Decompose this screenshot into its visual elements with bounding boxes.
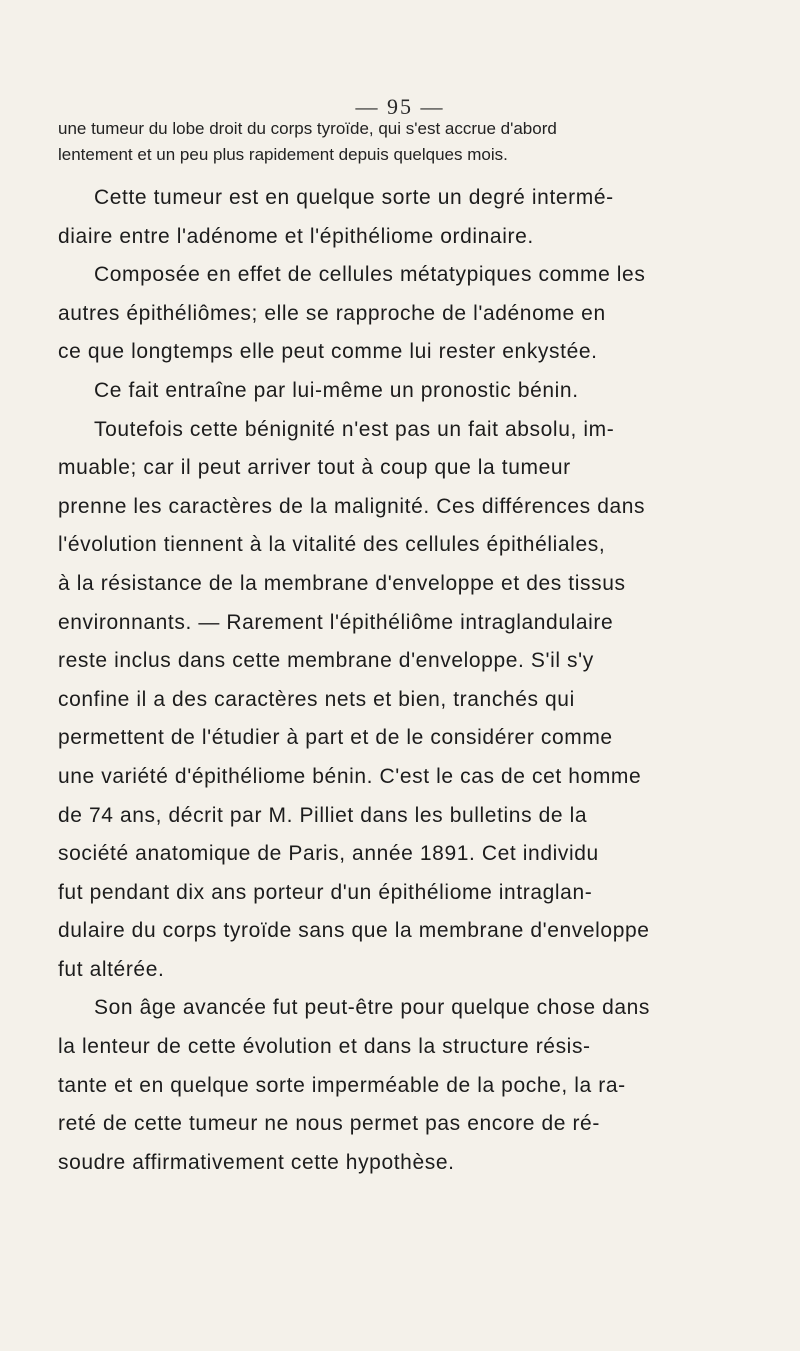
paragraph-line: à la résistance de la membrane d'enveloppe et des tissus	[58, 571, 626, 595]
paragraph-line: soudre affirmativement cette hypothèse.	[58, 1150, 455, 1174]
paragraph-line: Cette tumeur est en quelque sorte un degré intermé-	[94, 186, 614, 209]
paragraph-line: une variété d'épithéliome bénin. C'est le cas de cet homme	[58, 764, 642, 788]
page-number: — 95 —	[355, 94, 445, 119]
paragraph-line: fut altérée.	[58, 957, 165, 981]
paragraph-line: environnants. — Rarement l'épithéliôme intraglandulaire	[58, 610, 614, 634]
body-text	[58, 179, 773, 1182]
paragraph-line: la lenteur de cette évolution et dans la structure résis-	[58, 1035, 591, 1059]
paragraph-line: Composée en effet de cellules métatypiques comme les	[94, 263, 646, 287]
paragraph-line: de 74 ans, décrit par M. Pilliet dans les bulletins de la	[58, 803, 588, 827]
paragraph-line: reté de cette tumeur ne nous permet pas encore de ré-	[58, 1112, 600, 1136]
paragraph-line: Son âge avancée fut peut-être pour quelque chose dans	[94, 996, 651, 1020]
paragraph-line: l'évolution tiennent à la vitalité des cellules épithéliales,	[58, 533, 606, 557]
intro-paragraph	[58, 116, 763, 168]
paragraph-line: dulaire du corps tyroïde sans que la membrane d'enveloppe	[58, 919, 650, 943]
paragraph-line: Ce fait entraîne par lui-même un pronostic bénin.	[94, 378, 579, 402]
paragraph-line: reste inclus dans cette membrane d'enveloppe. S'il s'y	[58, 649, 594, 673]
paragraph-line: permettent de l'étudier à part et de le considérer comme	[58, 726, 613, 750]
paragraph-line: confine il a des caractères nets et bien, tranchés qui	[58, 687, 575, 711]
intro-line: une tumeur du lobe droit du corps tyroïde, qui s'est accrue d'abord	[58, 119, 557, 138]
paragraph-line: prenne les caractères de la malignité. Ces différences dans	[58, 494, 646, 518]
paragraph-line: Toutefois cette bénignité n'est pas un fait absolu, im-	[94, 417, 615, 441]
intro-line: lentement et un peu plus rapidement depuis quelques mois.	[58, 145, 508, 164]
paragraph-line: muable; car il peut arriver tout à coup que la tumeur	[58, 456, 571, 480]
paragraph-line: société anatomique de Paris, année 1891. Cet individu	[58, 842, 599, 866]
paragraph-line: diaire entre l'adénome et l'épithéliome ordinaire.	[58, 224, 534, 248]
paragraph-line: tante et en quelque sorte imperméable de la poche, la ra-	[58, 1073, 626, 1097]
paragraph-line: autres épithéliômes; elle se rapproche de l'adénome en	[58, 301, 606, 325]
paragraph-line: fut pendant dix ans porteur d'un épithéliome intraglan-	[58, 880, 593, 904]
paragraph-line: ce que longtemps elle peut comme lui rester enkystée.	[58, 340, 598, 364]
